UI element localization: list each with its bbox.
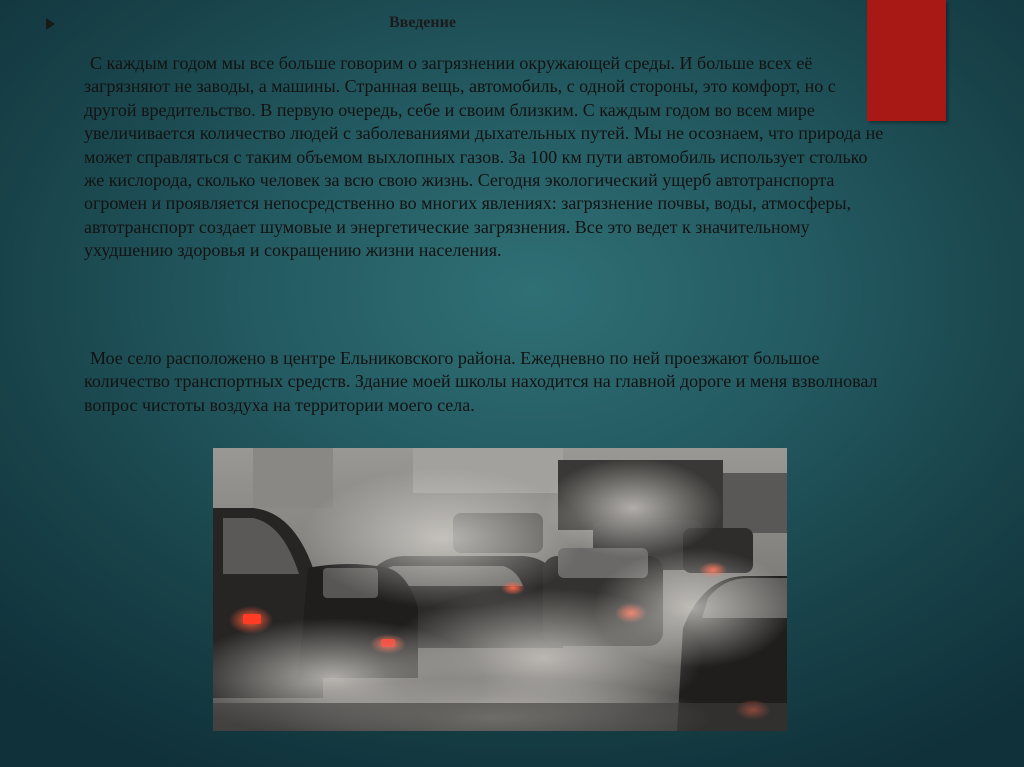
- paragraph-village: Мое село расположено в центре Ельниковского района. Ежедневно по ней проезжают большое количество транспортных средств. Здание моей школы находится на главной дороге и меня взволновал вопрос чистоты воздуха на территории моего села.: [84, 348, 878, 415]
- paragraph-intro: С каждым годом мы все больше говорим о загрязнении окружающей среды. И больше всех её загрязняют не заводы, а машины. Странная вещь, автомобиль, с одной стороны, это комфорт, но с другой вредительство. В первую очередь, себе и своим близким. С каждым годом во всем мире увеличивается количество людей с заболеваниями дыхательных путей. Мы не осознаем, что природа не может справляться с таким объемом выхлопных газов. За 100 км пути автомобиль использует столько же кислорода, сколько человек за всю свою жизнь. Сегодня экологический ущерб автотранспорта огромен и проявляется непосредственно во многих явлениях: загрязнение почвы, воды, атмосферы, автотранспорт создает шумовые и энергетические загрязнения. Все это ведет к значительному ухудшению здоровья и сокращению жизни населения.: [84, 53, 884, 261]
- arrow-bullet-icon: [46, 18, 55, 30]
- traffic-smog-photo: [213, 448, 787, 731]
- slide-title: Введение: [389, 14, 456, 31]
